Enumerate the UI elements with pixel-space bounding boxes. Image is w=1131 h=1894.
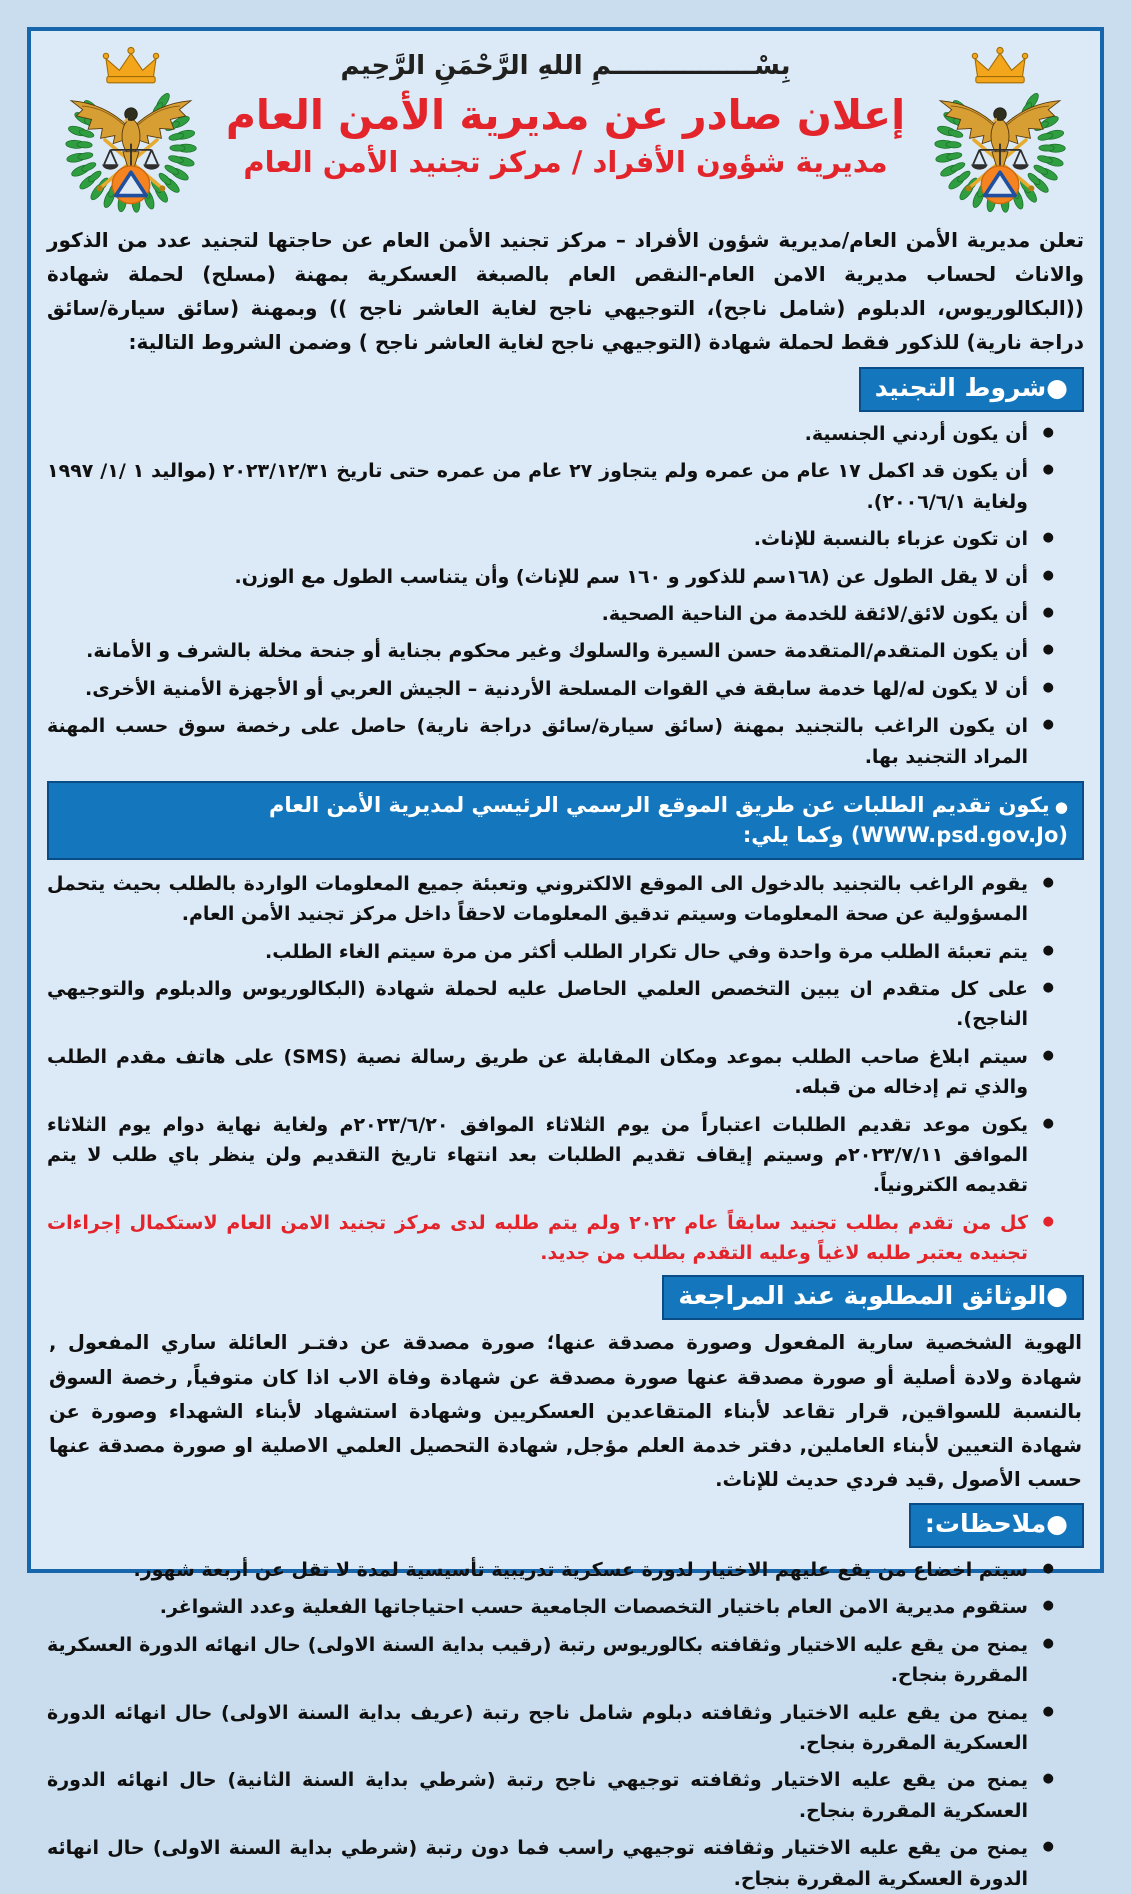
psd-emblem-left-icon [53, 47, 209, 217]
conditions-list [47, 419, 1084, 772]
section-header-notes: ●ملاحظات: [909, 1503, 1084, 1548]
crown [103, 47, 158, 82]
list-item: ● يتم تعبئة الطلب مرة واحدة وفي حال تكرار الطلب أكثر من مرة سيتم الغاء الطلب. [47, 937, 1054, 967]
list-item: ● أن يكون المتقدم/المتقدمة حسن السيرة والسلوك وغير محكوم بجناية أو جنحة مخلة بالشرف و الأمانة. [47, 636, 1054, 666]
notes-list [47, 1555, 1084, 1894]
previous-application-warning: ● كل من تقدم بطلب تجنيد سابقاً عام ٢٠٢٢ ولم يتم طلبه لدى مركز تجنيد الامن العام لاستكمال إجراءات تجنيده يعتبر طلبه لاغياً وعليه التقدم بطلب من جديد. [47, 1208, 1054, 1269]
documents-paragraph: الهوية الشخصية سارية المفعول وصورة مصدقة عنها؛ صورة مصدقة عن دفتـر العائلة ساري المفعول , شهادة ولادة أصلية أو صورة مصدقة عنها صورة مصدقة عن شهادة وفاة الاب اذا كان متوفياً, رخصة السوق بالنسبة للسواقين, قرار تقاعد لأبناء المتقاعدين العسكريين وشهادة استشهاد لأبناء الشهداء وصورة عن شهادة التعيين لأبناء العاملين, دفتر خدمة العلم مؤجل, شهادة التحصيل العلمي الاصلية او صورة مصدقة عنها حسب الأصول ,قيد فردي حديث للإناث. [49, 1331, 1082, 1491]
list-item: ● يقوم الراغب بالتجنيد بالدخول الى الموقع الالكتروني وتعبئة جميع المعلومات الواردة بالطلب بحيث يتحمل المسؤولية عن صحة المعلومات وسيتم تدقيق المعلومات لاحقاً داخل مركز تجنيد الأمن العام. [47, 869, 1054, 930]
warning-list [47, 1208, 1084, 1269]
list-item: ● أن يكون لائق/لائقة للخدمة من الناحية الصحية. [47, 599, 1054, 629]
list-item: ● يمنح من يقع عليه الاختيار وثقافته توجيهي راسب فما دون رتبة (شرطي بداية السنة الاولى) حال انهائه الدورة العسكرية المقررة بنجاح. [47, 1833, 1054, 1894]
section-header-documents: ●الوثائق المطلوبة عند المراجعة [662, 1275, 1084, 1320]
list-item: ● ان تكون عزباء بالنسبة للإناث. [47, 524, 1054, 554]
list-item: ● يمنح من يقع عليه الاختيار وثقافته دبلوم شامل ناجح رتبة (عريف بداية السنة الاولى) حال انهائه الدورة العسكرية المقررة بنجاح. [47, 1698, 1054, 1759]
notes-header-row [47, 1503, 1084, 1548]
section-header-conditions: ●شروط التجنيد [859, 367, 1084, 412]
psd-emblem-right-icon [922, 47, 1078, 217]
list-item: ● يمنح من يقع عليه الاختيار وثقافته توجيهي ناجح رتبة (شرطي بداية السنة الثانية) حال انهائه الدورة العسكرية المقررة بنجاح. [47, 1765, 1054, 1826]
list-item: ● يمنح من يقع عليه الاختيار وثقافته بكالوريوس رتبة (رقيب بداية السنة الاولى) حال انهائه الدورة العسكرية المقررة بنجاح. [47, 1630, 1054, 1691]
page-header [47, 37, 1084, 219]
announcement-frame [27, 27, 1104, 1890]
intro-paragraph: تعلن مديرية الأمن العام/مديرية شؤون الأفراد – مركز تجنيد الأمن العام عن حاجتها لتجنيد عدد من الذكور والاناث لحساب مديرية الامن العام-النقص العام بالصبغة العسكرية بمهنة (مسلح) لحملة شهادة ((البكالوريوس، الدبلوم (شامل ناجح)، التوجيهي ناجح لغاية العاشر ناجح )) وبمهنة (سائق سيارة/سائق دراجة نارية) للذكور فقط لحملة شهادة (التوجيهي ناجح لغاية العاشر ناجح ) وضمن الشروط التالية: [47, 228, 1084, 354]
list-item: ● أن لا يكون له/لها خدمة سابقة في القوات المسلحة الأردنية – الجيش العربي أو الأجهزة الأمنية الأخرى. [47, 674, 1054, 704]
conditions-header-row [47, 367, 1084, 412]
list-item: ● يكون موعد تقديم الطلبات اعتباراً من يوم الثلاثاء الموافق ٢٠٢٣/٦/٢٠م ولغاية نهاية دوام يوم الثلاثاء الموافق ٢٠٢٣/٧/١١م وسيتم إيقاف تقديم الطلبات بعد انتهاء تاريخ التقديم ولن ينظر باي طلب لا يتم تقديمه الكترونياً. [47, 1110, 1054, 1201]
page-title: إعلان صادر عن مديرية الأمن العام [225, 91, 906, 139]
list-item: ● ان يكون الراغب بالتجنيد بمهنة (سائق سيارة/سائق دراجة نارية) حاصل على رخصة سوق حسب المهنة المراد التجنيد بها. [47, 711, 1054, 772]
list-item: ● أن لا يقل الطول عن (١٦٨سم للذكور و ١٦٠ سم للإناث) وأن يتناسب الطول مع الوزن. [47, 562, 1054, 592]
page-subtitle: مديرية شؤون الأفراد / مركز تجنيد الأمن العام [243, 145, 888, 180]
crown [972, 47, 1027, 82]
list-item: ● ستقوم مديرية الامن العام باختيار التخصصات الجامعية حسب احتياجاتها الفعلية وعدد الشواغر. [47, 1592, 1054, 1622]
documents-header-row [47, 1275, 1084, 1320]
application-method-banner: ● يكون تقديم الطلبات عن طريق الموقع الرسمي الرئيسي لمديرية الأمن العام (WWW.psd.gov.Jo) وكما يلي: [47, 781, 1084, 860]
application-list [47, 869, 1084, 1201]
list-item: ● على كل متقدم ان يبين التخصص العلمي الحاصل عليه لحملة شهادة (البكالوريوس والدبلوم والتوجيهي الناجح). [47, 974, 1054, 1035]
list-item: ● أن يكون أردني الجنسية. [47, 419, 1054, 449]
bismillah-calligraphy: بِسْــــــــــــــــمِ اللهِ الرَّحْمَنِ الرَّحِيم [340, 51, 791, 81]
list-item: ● سيتم اخضاع من يقع عليهم الاختيار لدورة عسكرية تدريبية تأسيسية لمدة لا تقل عن أربعة شهور. [47, 1555, 1054, 1585]
list-item: ● سيتم ابلاغ صاحب الطلب بموعد ومكان المقابلة عن طريق رسالة نصية (SMS) على هاتف مقدم الطلب والذي تم إدخاله من قبله. [47, 1042, 1054, 1103]
list-item: ● أن يكون قد اكمل ١٧ عام من عمره ولم يتجاوز ٢٧ عام من عمره حتى تاريخ ٢٠٢٣/١٢/٣١ (مواليد ١ /١/ ١٩٩٧ ولغاية ٢٠٠٦/٦/١). [47, 456, 1054, 517]
